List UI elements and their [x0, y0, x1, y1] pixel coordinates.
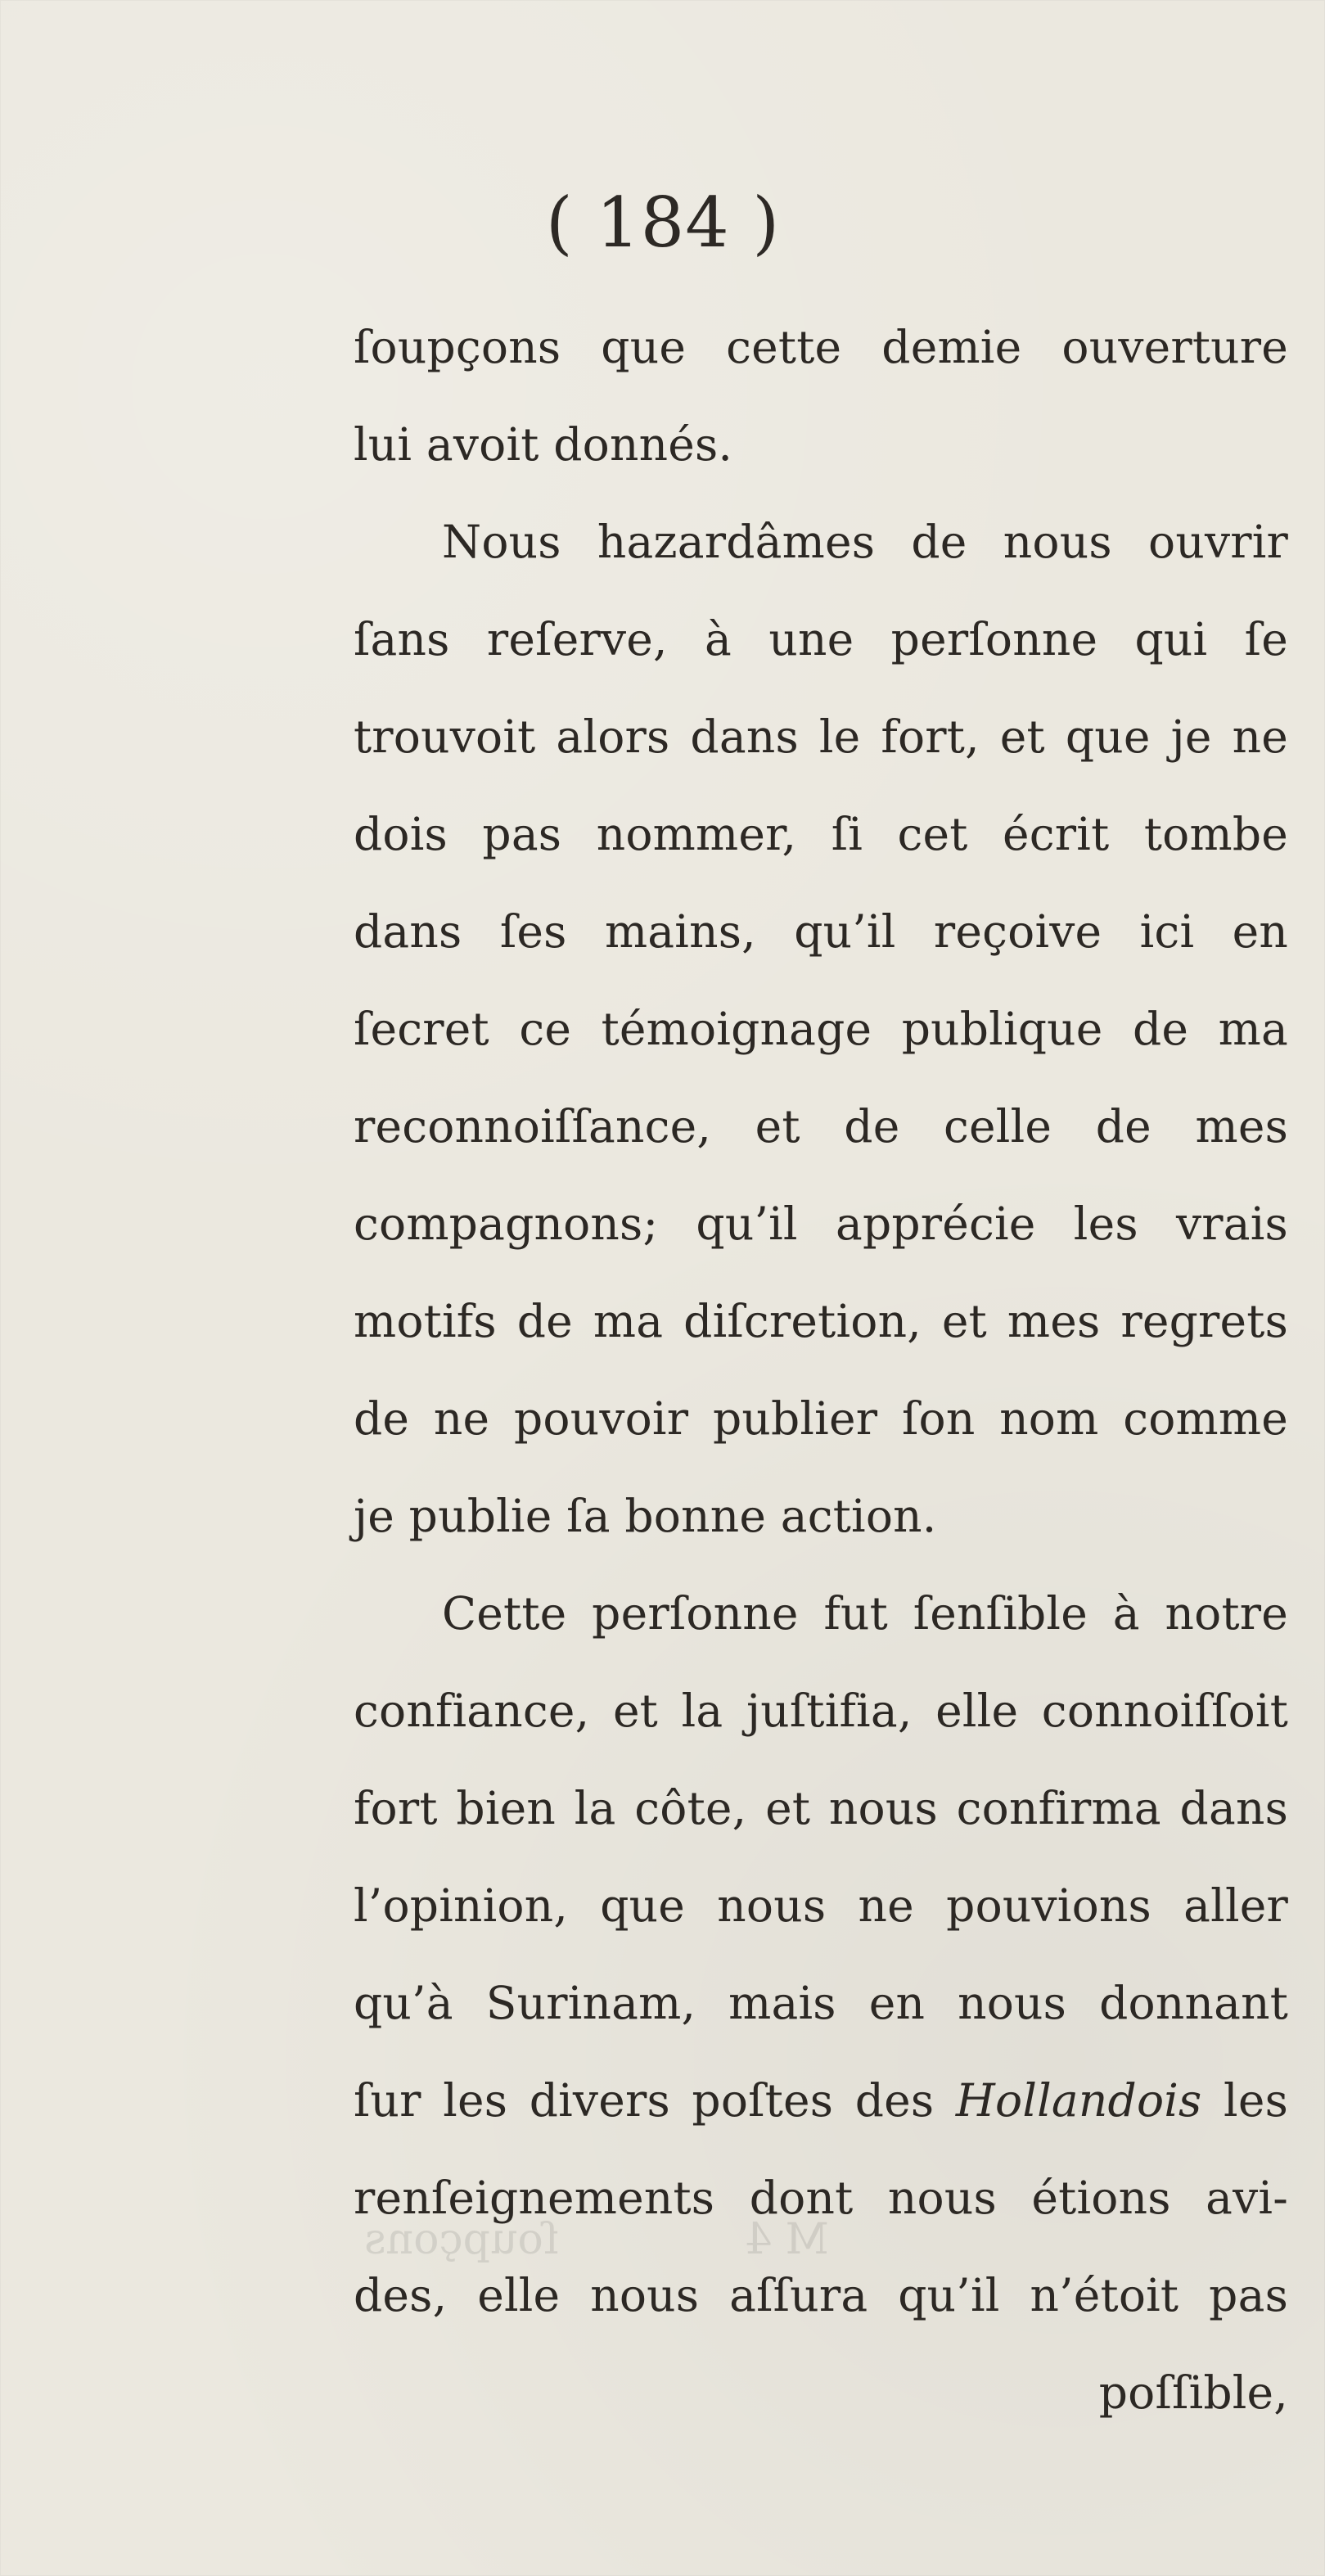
text-segment: ſur les divers poſtes des: [354, 2074, 935, 2127]
bleed-through-text: ſoupçons: [364, 2215, 559, 2264]
text-line: trouvoit alors dans le fort, et que je ne: [354, 711, 1288, 763]
text-line: confiance, et la juſtifia, elle connoiſſoit: [354, 1685, 1288, 1737]
text-line: compagnons; qu’il apprécie les vrais: [354, 1198, 1288, 1250]
text-line: lui avoit donnés.: [354, 418, 733, 471]
bleed-through-text: M 4: [745, 2215, 829, 2264]
text-line: Cette perſonne fut ſenſible à notre: [442, 1587, 1288, 1640]
text-line: de ne pouvoir publier ſon nom comme: [354, 1392, 1288, 1445]
page-number: ( 184 ): [545, 183, 781, 263]
text-line: ſecret ce témoignage publique de ma: [354, 1003, 1288, 1055]
text-line: dois pas nommer, ſi cet écrit tombe: [354, 808, 1288, 860]
text-block: [354, 299, 1288, 2442]
text-line: motifs de ma diſcretion, et mes regrets: [354, 1295, 1288, 1347]
text-line: ſoupçons que cette demie ouverture: [354, 321, 1288, 373]
text-line: des, elle nous aſſura qu’il n’étoit pas: [354, 2269, 1288, 2321]
text-line: l’opinion, que nous ne pouvions aller: [354, 1879, 1288, 1932]
text-line: Nous hazardâmes de nous ouvrir: [442, 516, 1288, 568]
italic-segment: Hollandois: [955, 2074, 1202, 2127]
text-line: qu’à Surinam, mais en nous donnant: [354, 1977, 1288, 2029]
text-line: dans ſes mains, qu’il reçoive ici en: [354, 905, 1288, 958]
text-line: ſans reſerve, à une perſonne qui ſe: [354, 613, 1288, 665]
text-line: je publie ſa bonne action.: [354, 1490, 937, 1542]
text-line: poſſible,: [1098, 2366, 1288, 2419]
text-segment: les: [1224, 2074, 1289, 2127]
text-line: renſeignements dont nous étions avi-: [354, 2172, 1288, 2224]
text-line: reconnoiſſance, et de celle de mes: [354, 1100, 1288, 1153]
text-line: [354, 2052, 1288, 2150]
text-line: fort bien la côte, et nous confirma dans: [354, 1782, 1288, 1834]
